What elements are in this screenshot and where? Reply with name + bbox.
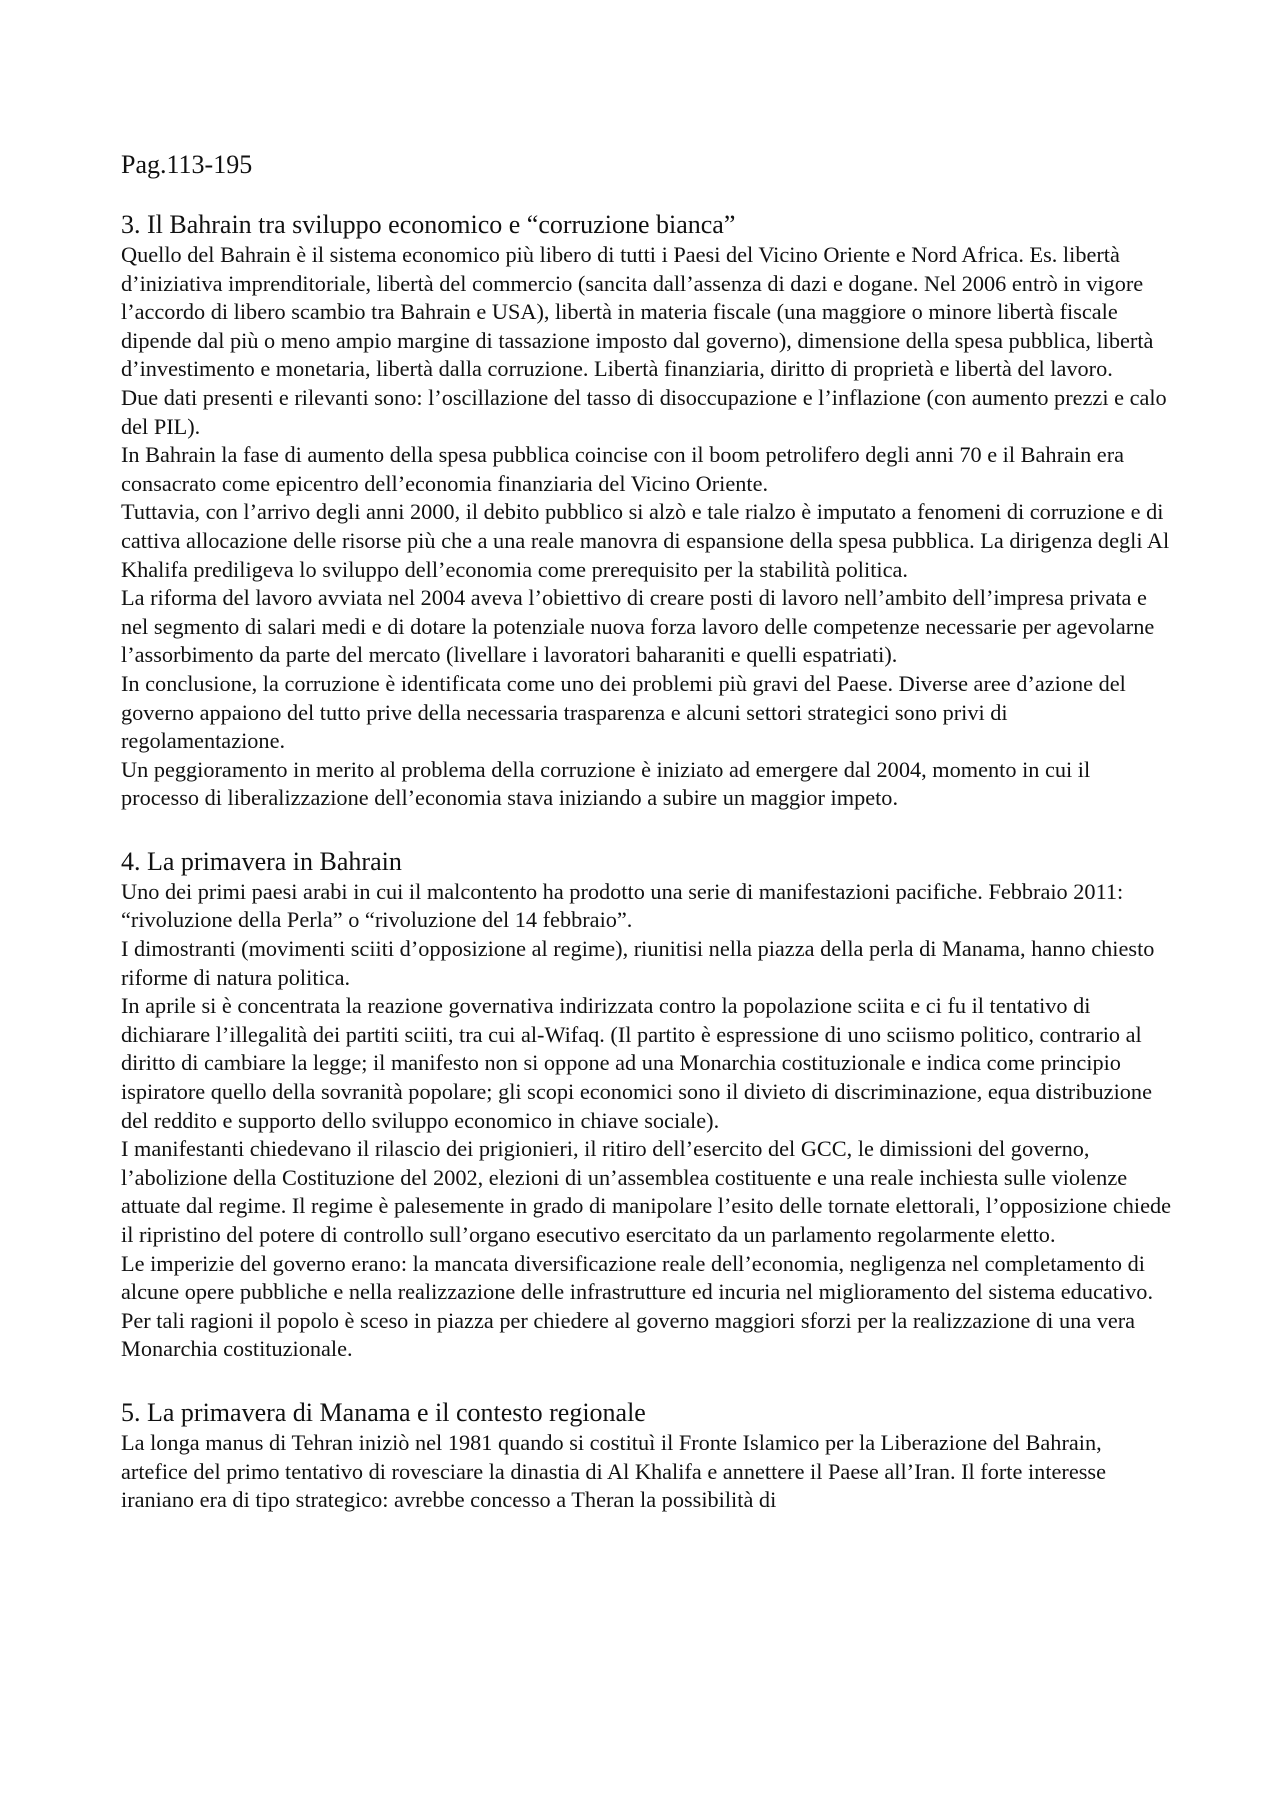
paragraph: La riforma del lavoro avviata nel 2004 aveva l’obiettivo di creare posti di lavoro nell’ambito dell’impresa privata e nel segmento di salari medi e di dotare la potenziale nuova forza lavoro delle competenze necessarie per agevolarne l’assorbimento da parte del mercato (livellare i lavoratori baharaniti e quelli espatriati). <box>121 585 1155 668</box>
paragraph: I manifestanti chiedevano il rilascio dei prigionieri, il ritiro dell’esercito del GCC, le dimissioni del governo, l’abolizione della Costituzione del 2002, elezioni di un’assemblea costituente e una reale inchiesta sulle violenze attuate dal regime. Il regime è palesemente in grado di manipolare l’esito delle tornate elettorali, l’opposizione chiede il ripristino del potere di controllo sull’organo esecutivo esercitato da un parlamento regolarmente eletto. <box>121 1136 1172 1247</box>
paragraph: In conclusione, la corruzione è identificata come uno dei problemi più gravi del Paese. Diverse aree d’azione del governo appaiono del tutto prive della necessaria trasparenza e alcuni settori strategici sono privi di regolamentazione. <box>121 670 1126 754</box>
paragraph: In aprile si è concentrata la reazione governativa indirizzata contro la popolazione sciita e ci fu il tentativo di dichiarare l’illegalità dei partiti sciiti, tra cui al-Wifaq. (Il partito è espressione di uno sciismo politico, contrario al diritto di cambiare la legge; il manifesto non si oppone ad una Monarchia costituzionale e indica come principio ispiratore quello della sovranità popolare; gli scopi economici sono il divieto di discriminazione, equa distribuzione del reddito e supporto dello sviluppo economico in chiave sociale). <box>121 993 1152 1133</box>
section-title: 5. La primavera di Manama e il contesto regionale <box>121 1397 646 1427</box>
section-title: 4. La primavera in Bahrain <box>121 846 402 876</box>
paragraph: I dimostranti (movimenti sciiti d’opposizione al regime), riunitisi nella piazza della perla di Manama, hanno chiesto riforme di natura politica. <box>121 936 1155 990</box>
paragraph: Le imperizie del governo erano: la mancata diversificazione reale dell’economia, negligenza nel completamento di alcune opere pubbliche e nella realizzazione delle infrastrutture ed incuria nel miglioramento del sistema educativo. Per tali ragioni il popolo è sceso in piazza per chiedere al governo maggiori sforzi per la realizzazione di una vera Monarchia costituzionale. <box>121 1250 1154 1362</box>
section-manama-regional <box>121 1397 1171 1515</box>
paragraph: Tuttavia, con l’arrivo degli anni 2000, il debito pubblico si alzò e tale rialzo è imputato a fenomeni di corruzione e di cattiva allocazione delle risorse più che a una reale manovra di espansione della spesa pubblica. La dirigenza degli Al Khalifa prediligeva lo sviluppo dell’economia come prerequisito per la stabilità politica. <box>121 499 1170 582</box>
section-spring-bahrain <box>121 846 1171 1364</box>
paragraph: La longa manus di Tehran iniziò nel 1981 quando si costituì il Fronte Islamico per la Liberazione del Bahrain, artefice del primo tentativo di rovesciare la dinastia di Al Khalifa e annettere il Paese all’Iran. Il forte interesse iraniano era di tipo strategico: avrebbe concesso a Theran la possibilità di <box>121 1429 1106 1513</box>
paragraph: Quello del Bahrain è il sistema economico più libero di tutti i Paesi del Vicino Oriente e Nord Africa. Es. libertà d’iniziativa imprenditoriale, libertà del commercio (sancita dall’assenza di dazi e dogane. Nel 2006 entrò in vigore l’accordo di libero scambio tra Bahrain e USA), libertà in materia fiscale (una maggiore o minore libertà fiscale dipende dal più o meno ampio margine di tassazione imposto dal governo), dimensione della spesa pubblica, libertà d’investimento e monetaria, libertà dalla corruzione. Libertà finanziaria, diritto di proprietà e libertà del lavoro. <box>121 242 1154 382</box>
page-reference: Pag.113-195 <box>121 150 253 179</box>
section-bahrain-economy <box>121 209 1171 813</box>
paragraph: Due dati presenti e rilevanti sono: l’oscillazione del tasso di disoccupazione e l’inflazione (con aumento prezzi e calo del PIL). <box>121 384 1167 439</box>
document-page <box>121 148 1171 1515</box>
paragraph: In Bahrain la fase di aumento della spesa pubblica coincise con il boom petrolifero degli anni 70 e il Bahrain era consacrato come epicentro dell’economia finanziaria del Vicino Oriente. <box>121 442 1125 496</box>
paragraph: Uno dei primi paesi arabi in cui il malcontento ha prodotto una serie di manifestazioni pacifiche. Febbraio 2011: “rivoluzione della Perla” o “rivoluzione del 14 febbraio”. <box>121 878 1124 933</box>
section-title: 3. Il Bahrain tra sviluppo economico e “corruzione bianca” <box>121 210 736 239</box>
paragraph: Un peggioramento in merito al problema della corruzione è iniziato ad emergere dal 2004, momento in cui il processo di liberalizzazione dell’economia stava iniziando a subire un maggior impeto. <box>121 756 1091 811</box>
